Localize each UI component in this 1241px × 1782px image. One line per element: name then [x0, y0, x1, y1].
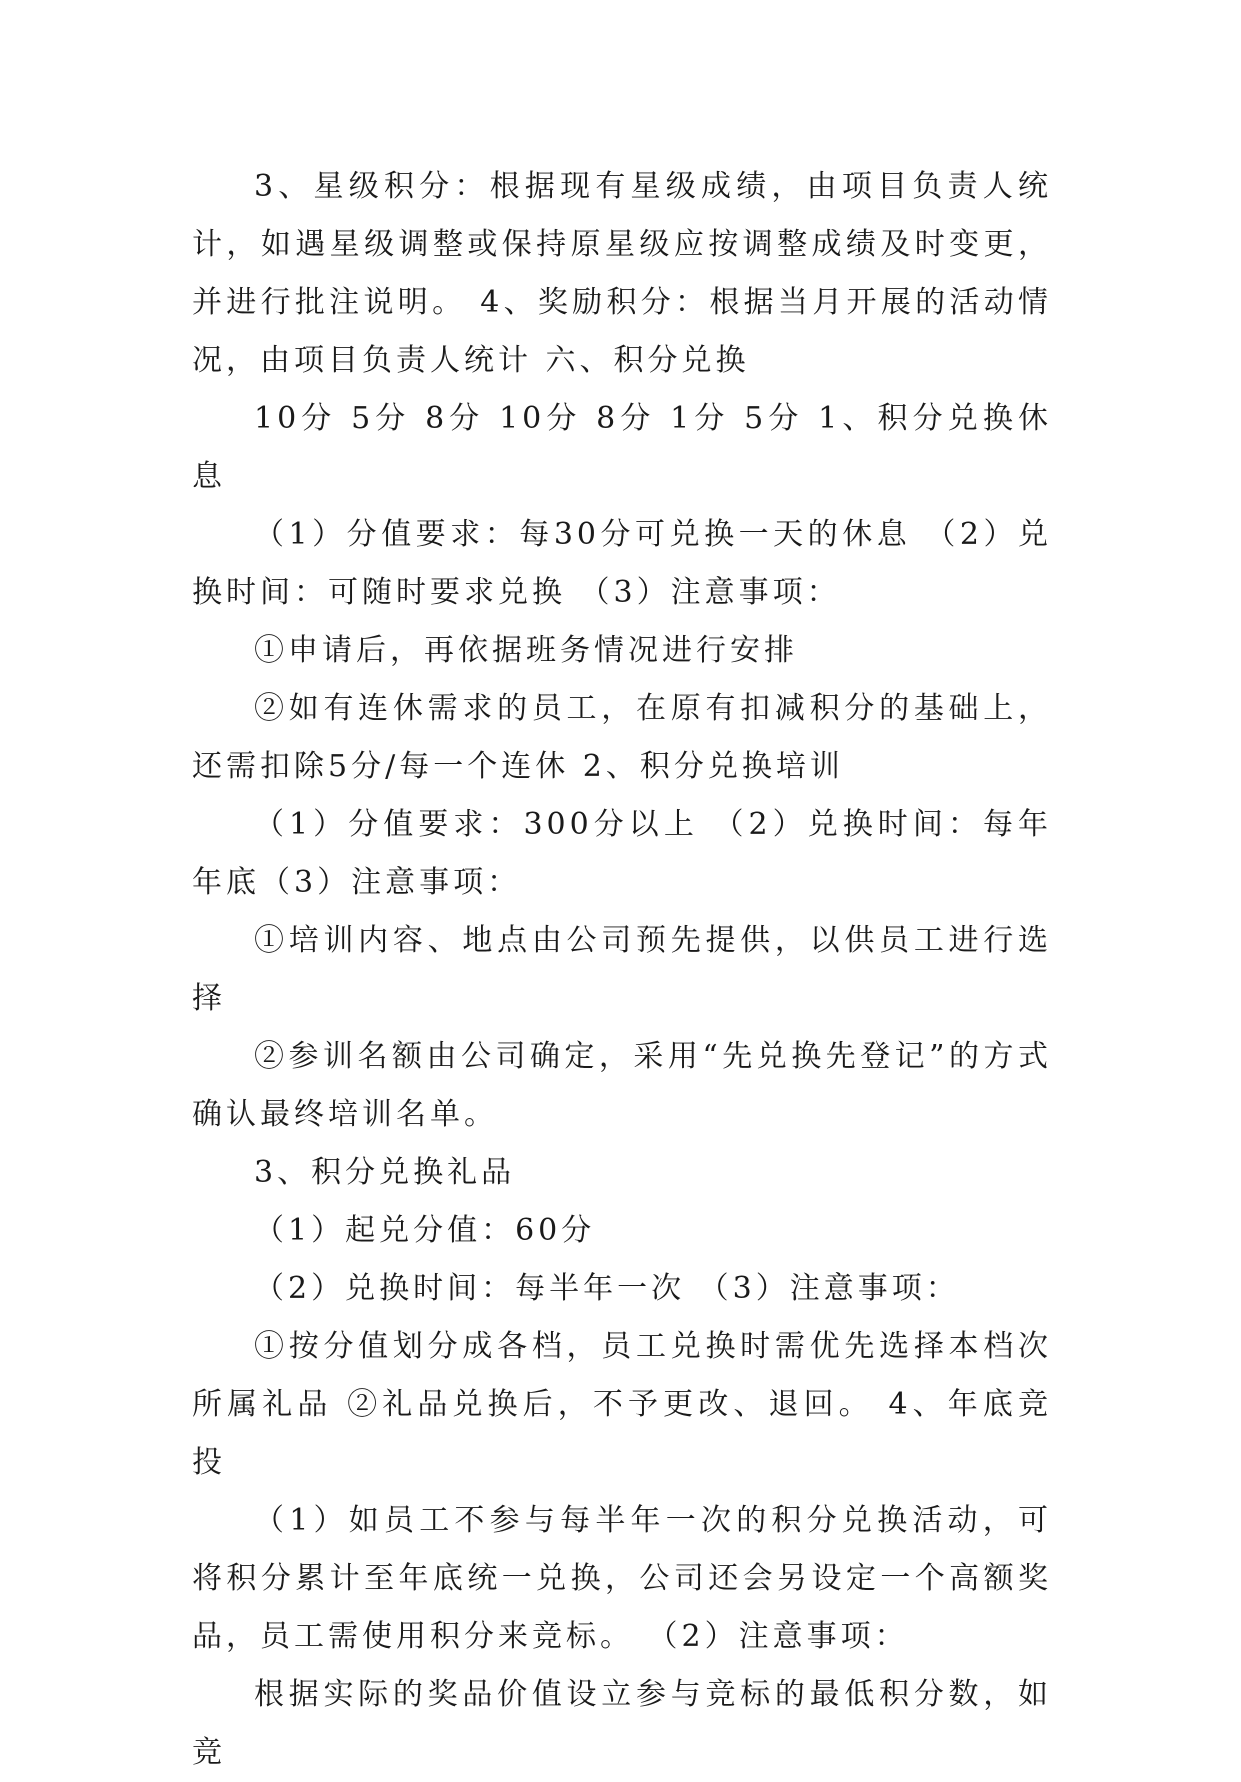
paragraph-gift-notes: ①按分值划分成各档，员工兑换时需优先选择本档次所属礼品 ②礼品兑换后，不予更改、退回。 4、年底竞投	[192, 1329, 1052, 1480]
paragraph-gift-minimum: （1）起兑分值：60分	[254, 1213, 596, 1248]
paragraph-training-note-2: ②参训名额由公司确定，采用“先兑换先登记”的方式确认最终培训名单。	[192, 1039, 1052, 1132]
paragraph-gift-time: （2）兑换时间：每半年一次 （3）注意事项：	[254, 1271, 960, 1306]
paragraph-bidding-note: 根据实际的奖品价值设立参与竞标的最低积分数，如竞	[192, 1677, 1052, 1770]
paragraph-star-points: 3、星级积分：根据现有星级成绩，由项目负责人统计，如遇星级调整或保持原星级应按调整成绩及时变更，并进行批注说明。 4、奖励积分：根据当月开展的活动情况，由项目负责人统计 六、积分兑换	[192, 169, 1052, 378]
paragraph-training-note-1: ①培训内容、地点由公司预先提供，以供员工进行选择	[192, 923, 1052, 1016]
paragraph-training-requirements: （1）分值要求：300分以上 （2）兑换时间：每年年底（3）注意事项：	[192, 807, 1052, 900]
paragraph-gift-heading: 3、积分兑换礼品	[254, 1155, 516, 1190]
paragraph-rest-note-2: ②如有连休需求的员工，在原有扣减积分的基础上，还需扣除5分/每一个连休 2、积分兑换培训	[192, 691, 1052, 784]
document-body	[192, 158, 1052, 1782]
paragraph-rest-note-1: ①申请后，再依据班务情况进行安排	[254, 633, 798, 668]
paragraph-rest-requirements: （1）分值要求：每30分可兑换一天的休息 （2）兑换时间：可随时要求兑换 （3）注意事项：	[192, 517, 1052, 610]
paragraph-bidding: （1）如员工不参与每半年一次的积分兑换活动，可将积分累计至年底统一兑换，公司还会另设定一个高额奖品，员工需使用积分来竞标。 （2）注意事项：	[192, 1503, 1052, 1654]
paragraph-score-list: 10分 5分 8分 10分 8分 1分 5分 1、积分兑换休息	[192, 401, 1052, 494]
